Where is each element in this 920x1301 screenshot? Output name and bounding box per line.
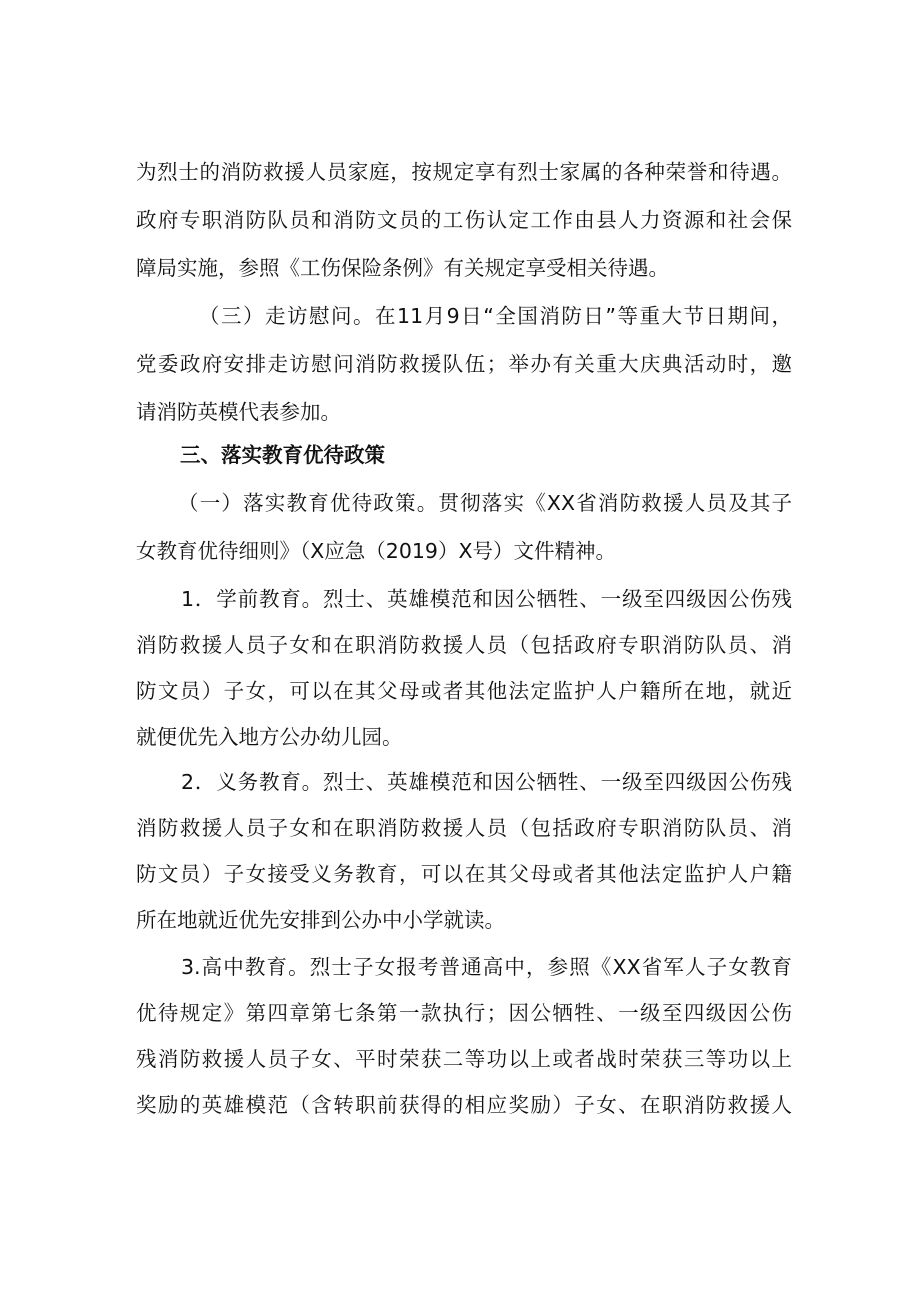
paragraph-line: 残消防救援人员子女、平时荣获二等功以上或者战时荣获三等功以上: [136, 1047, 792, 1071]
paragraph-line: 党委政府安排走访慰问消防救援队伍；举办有关重大庆典活动时，邀: [136, 352, 792, 376]
paragraph-line: 防文员）子女接受义务教育，可以在其父母或者其他法定监护人户籍: [136, 862, 792, 886]
section-heading: 三、落实教育优待政策: [180, 443, 385, 467]
paragraph-line: 消防救援人员子女和在职消防救援人员（包括政府专职消防队员、消: [136, 633, 792, 657]
paragraph-line: （一）落实教育优待政策。贯彻落实《XX省消防救援人员及其子: [178, 491, 792, 515]
paragraph-line: 所在地就近优先安排到公办中小学就读。: [136, 908, 505, 932]
paragraph-line: 为烈士的消防救援人员家庭，按规定享有烈士家属的各种荣誉和待遇。: [136, 160, 792, 184]
paragraph-line: 3.高中教育。烈士子女报考普通高中，参照《XX省军人子女教育: [181, 955, 792, 979]
paragraph-line: 1．学前教育。烈士、英雄模范和因公牺牲、一级至四级因公伤残: [181, 587, 792, 611]
paragraph-line: 奖励的英雄模范（含转职前获得的相应奖励）子女、在职消防救援人: [136, 1093, 792, 1117]
paragraph-line: 防文员）子女，可以在其父母或者其他法定监护人户籍所在地，就近: [136, 679, 792, 703]
paragraph-line: 2．义务教育。烈士、英雄模范和因公牺牲、一级至四级因公伤残: [181, 770, 792, 794]
paragraph-line: 政府专职消防队员和消防文员的工伤认定工作由县人力资源和社会保: [136, 208, 792, 232]
paragraph-line: 优待规定》第四章第七条第一款执行；因公牺牲、一级至四级因公伤: [136, 1001, 792, 1025]
paragraph-line: 消防救援人员子女和在职消防救援人员（包括政府专职消防队员、消: [136, 816, 792, 840]
paragraph-line: （三）走访慰问。在11月9日“全国消防日”等重大节日期间，: [199, 304, 792, 328]
paragraph-line: 障局实施，参照《工伤保险条例》有关规定享受相关待遇。: [136, 256, 669, 280]
paragraph-line: 请消防英模代表参加。: [136, 400, 341, 424]
paragraph-line: 就便优先入地方公办幼儿园。: [136, 725, 403, 749]
paragraph-line: 女教育优待细则》（X应急（2019）X号）文件精神。: [136, 539, 617, 563]
